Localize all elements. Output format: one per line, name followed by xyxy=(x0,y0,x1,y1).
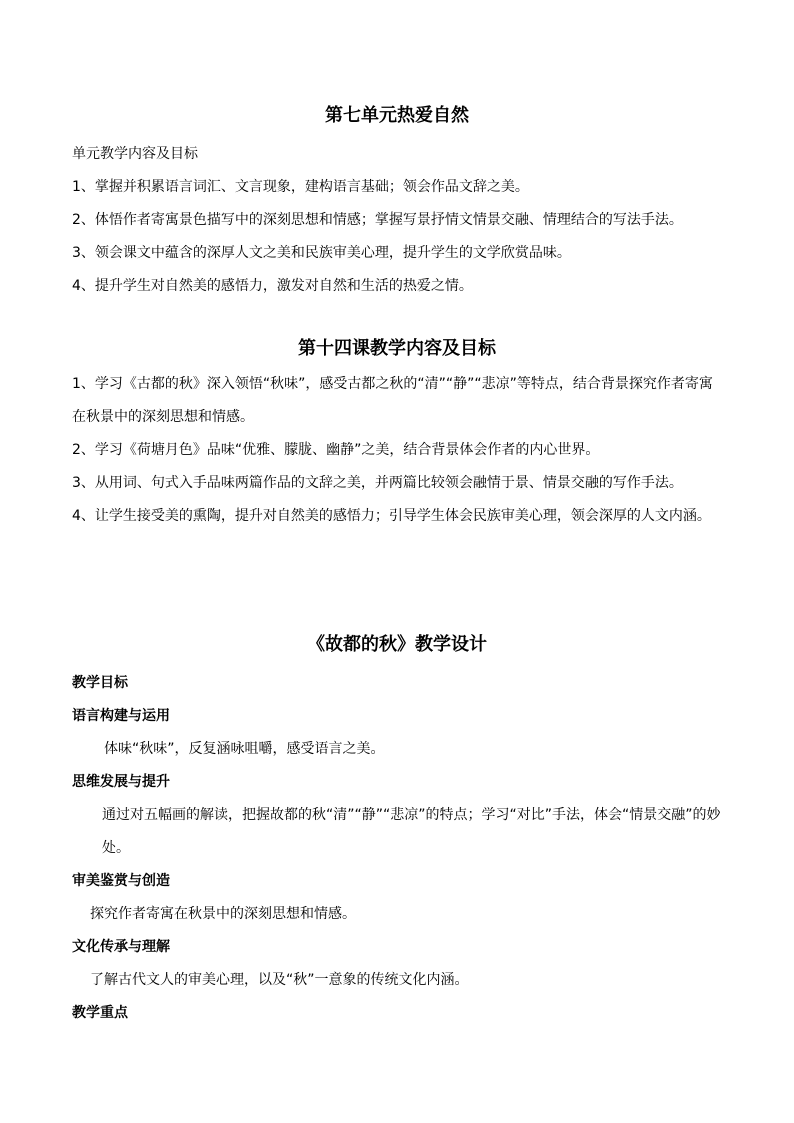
section-text-thinking: 通过对五幅画的解读，把握故都的秋“清”“静”“悲凉”的特点；学习“对比”手法，体会“情景交融”的妙处。 xyxy=(102,807,721,856)
teaching-design xyxy=(72,667,724,1030)
lesson-item-3: 3、从用词、句式入手品味两篇作品的文辞之美，并两篇比较领会融情于景、情景交融的写作手法。 xyxy=(72,475,683,491)
goal-heading: 教学目标 xyxy=(72,675,128,691)
lesson-title: 第十四课教学内容及目标 xyxy=(298,338,496,359)
unit-item-3: 3、领会课文中蕴含的深厚人文之美和民族审美心理，提升学生的文学欣赏品味。 xyxy=(72,245,571,261)
focus-heading: 教学重点 xyxy=(72,1005,128,1021)
unit-title: 第七单元热爱自然 xyxy=(325,105,469,126)
section-text-aesthetic: 探究作者寄寓在秋景中的深刻思想和情感。 xyxy=(90,906,356,922)
unit-objectives xyxy=(72,138,724,303)
section-heading-thinking: 思维发展与提升 xyxy=(72,774,170,790)
section-text-language: 体味“秋味”，反复涵咏咀嚼，感受语言之美。 xyxy=(104,741,385,757)
section-heading-aesthetic: 审美鉴赏与创造 xyxy=(72,873,170,889)
section-heading-culture: 文化传承与理解 xyxy=(72,939,170,955)
lesson-item-1: 1、学习《古都的秋》深入领悟“秋味”，感受古都之秋的“清”“静”“悲凉”等特点，结合背景探究作者寄寓在秋景中的深刻思想和情感。 xyxy=(72,376,713,425)
lesson-objectives xyxy=(72,368,724,533)
unit-item-4: 4、提升学生对自然美的感悟力，激发对自然和生活的热爱之情。 xyxy=(72,278,473,294)
lesson-item-2: 2、学习《荷塘月色》品味“优雅、朦胧、幽静”之美，结合背景体会作者的内心世界。 xyxy=(72,442,600,458)
section-heading-language: 语言构建与运用 xyxy=(72,708,170,724)
unit-item-2: 2、体悟作者寄寓景色描写中的深刻思想和情感；掌握写景抒情文情景交融、情理结合的写法手法。 xyxy=(72,212,683,228)
unit-subtitle: 单元教学内容及目标 xyxy=(72,146,198,162)
unit-item-1: 1、掌握并积累语言词汇、文言现象，建构语言基础；领会作品文辞之美。 xyxy=(72,179,529,195)
section-text-culture: 了解古代文人的审美心理，以及“秋”一意象的传统文化内涵。 xyxy=(90,972,469,988)
design-title: 《故都的秋》教学设计 xyxy=(307,634,487,655)
lesson-item-4: 4、让学生接受美的熏陶，提升对自然美的感悟力；引导学生体会民族审美心理，领会深厚的人文内涵。 xyxy=(72,508,711,524)
